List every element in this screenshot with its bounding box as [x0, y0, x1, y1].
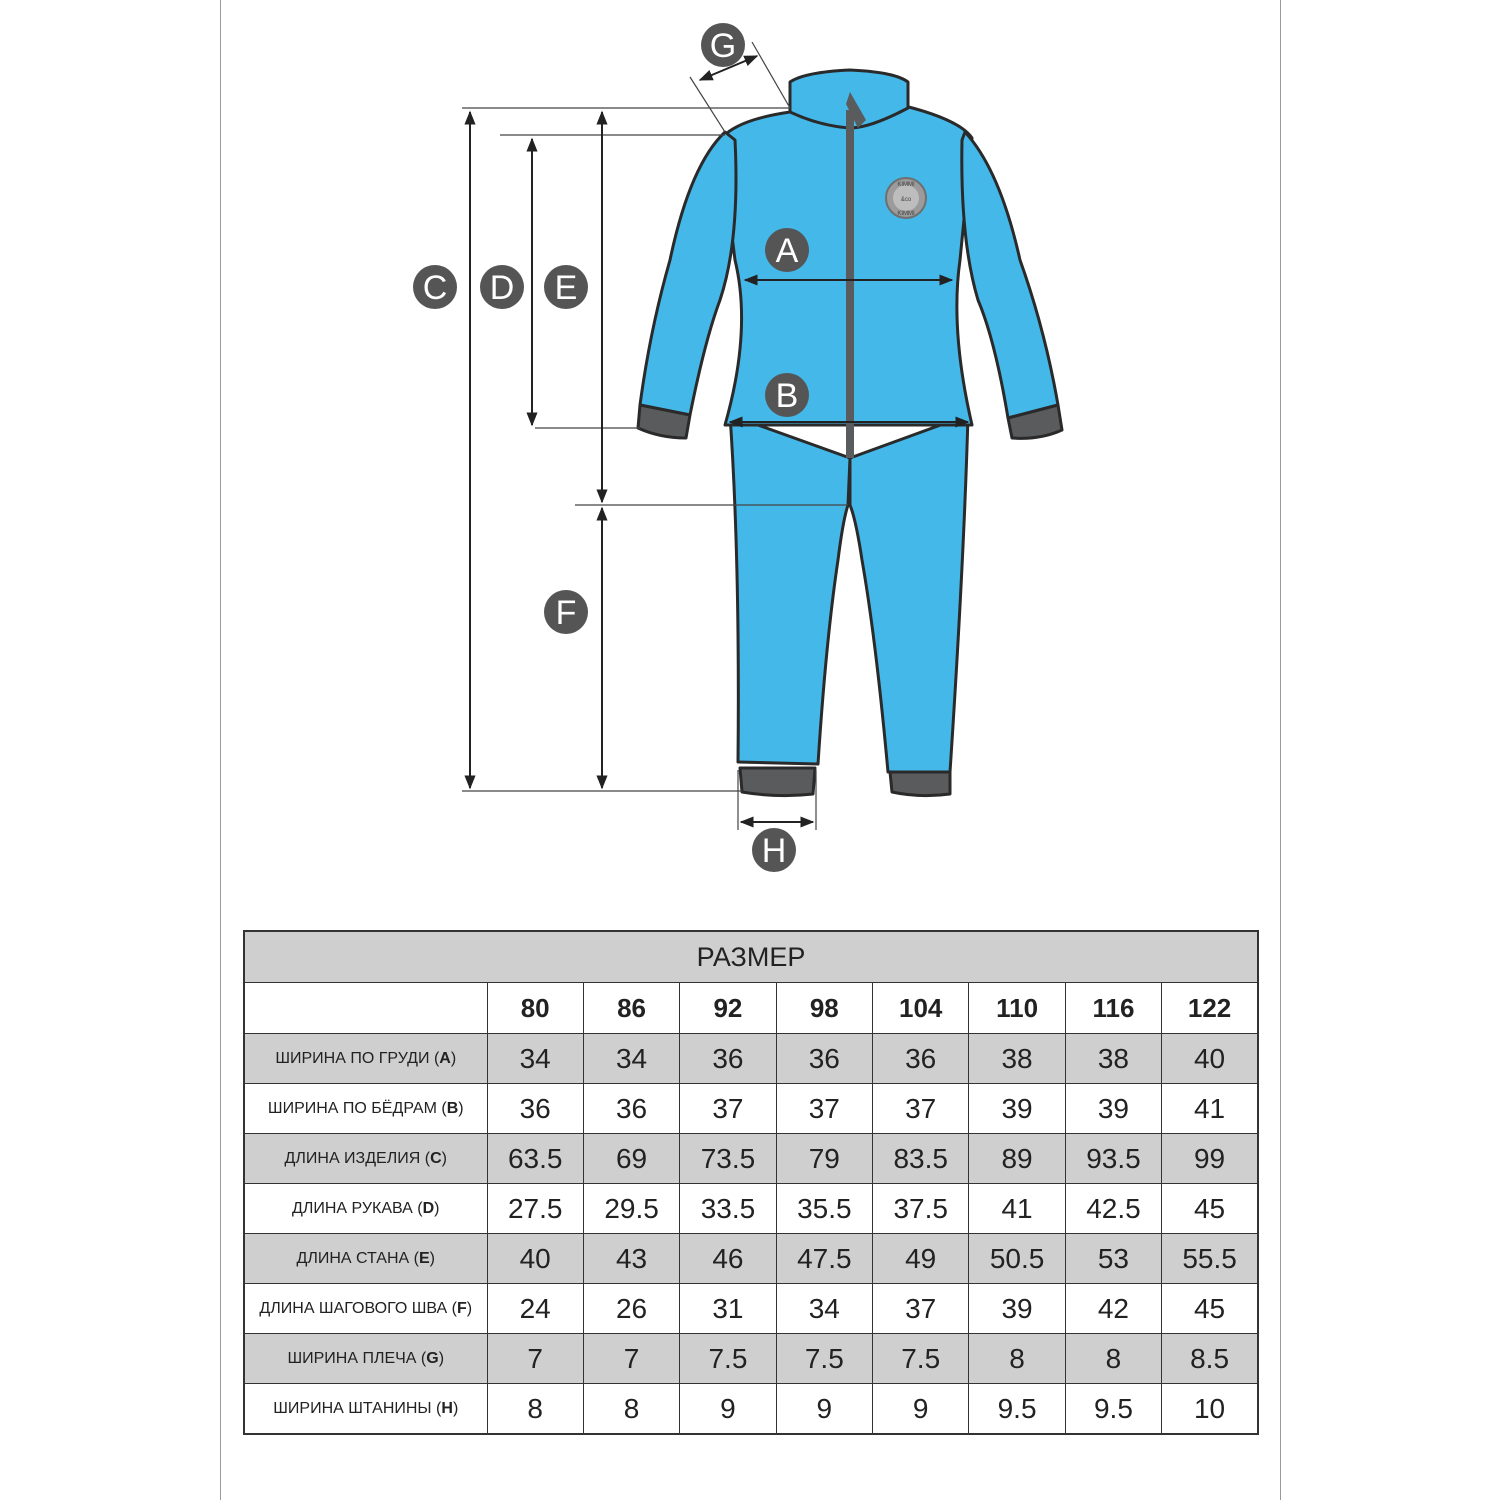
measurement-value: 9.5 — [1065, 1384, 1161, 1435]
label-h-text: H — [761, 832, 787, 870]
measurement-value: 50.5 — [969, 1234, 1065, 1284]
size-cell: 110 — [969, 983, 1065, 1034]
measurement-value: 33.5 — [680, 1184, 776, 1234]
measurement-value: 69 — [583, 1134, 679, 1184]
measurement-value: 37 — [873, 1084, 969, 1134]
measurement-value: 42.5 — [1065, 1184, 1161, 1234]
measurement-value: 47.5 — [776, 1234, 872, 1284]
measurement-label — [244, 1234, 487, 1284]
measurement-label-text: ШИРИНА ШТАНИНЫ ( — [273, 1399, 442, 1417]
measurement-value: 89 — [969, 1134, 1065, 1184]
measurement-value: 9 — [873, 1384, 969, 1435]
measurement-label-text: ШИРИНА ПЛЕЧА ( — [287, 1349, 427, 1367]
right-leg — [850, 415, 968, 772]
brand-logo — [886, 178, 926, 218]
measurement-label — [244, 1184, 487, 1234]
measurement-label-text: ДЛИНА ИЗДЕЛИЯ ( — [284, 1149, 431, 1167]
measurement-value: 41 — [1162, 1084, 1258, 1134]
measurement-code: E — [418, 1249, 430, 1267]
measurement-label-end: ) — [438, 1349, 445, 1367]
size-cell: 116 — [1065, 983, 1161, 1034]
measurement-value: 7 — [487, 1334, 583, 1384]
measurement-value: 38 — [1065, 1034, 1161, 1084]
measurement-value: 93.5 — [1065, 1134, 1161, 1184]
measurement-value: 7.5 — [873, 1334, 969, 1384]
measurement-value: 9.5 — [969, 1384, 1065, 1435]
table-row — [244, 1284, 1258, 1334]
measurement-code: D — [422, 1199, 435, 1217]
measurement-value: 99 — [1162, 1134, 1258, 1184]
measurement-label — [244, 1134, 487, 1184]
measurement-label — [244, 1034, 487, 1084]
label-badge-a — [765, 228, 809, 272]
size-cell: 92 — [680, 983, 776, 1034]
label-b-text: B — [775, 377, 799, 415]
size-table — [243, 930, 1259, 1435]
measurement-value: 9 — [680, 1384, 776, 1435]
label-f-text: F — [555, 594, 577, 632]
label-e-text: E — [554, 269, 578, 307]
label-badge-f — [544, 590, 588, 634]
measurement-value: 29.5 — [583, 1184, 679, 1234]
measurement-label-text: ШИРИНА ПО ГРУДИ ( — [275, 1049, 440, 1067]
measurement-code: A — [439, 1049, 451, 1067]
size-cell: 122 — [1162, 983, 1258, 1034]
measurement-value: 42 — [1065, 1284, 1161, 1334]
table-row — [244, 1034, 1258, 1084]
label-c-text: C — [422, 269, 448, 307]
measurement-value: 36 — [776, 1034, 872, 1084]
table-row — [244, 1234, 1258, 1284]
logo-bottom-text: KIMMI — [897, 211, 915, 217]
measurement-value: 35.5 — [776, 1184, 872, 1234]
table-row — [244, 1184, 1258, 1234]
logo-center-text: &co — [900, 197, 912, 203]
table-title-row — [244, 931, 1258, 983]
left-ankle-cuff — [740, 768, 815, 796]
measurement-value: 36 — [583, 1084, 679, 1134]
right-sleeve — [962, 132, 1058, 418]
measurement-value: 45 — [1162, 1184, 1258, 1234]
measurement-label-end: ) — [434, 1199, 440, 1217]
measurement-value: 37 — [873, 1284, 969, 1334]
label-badge-e — [544, 265, 588, 309]
measurement-value: 37.5 — [873, 1184, 969, 1234]
measurement-value: 8 — [969, 1334, 1065, 1384]
table-row — [244, 1334, 1258, 1384]
measurement-value: 45 — [1162, 1284, 1258, 1334]
measurement-value: 7.5 — [680, 1334, 776, 1384]
measurement-value: 34 — [776, 1284, 872, 1334]
measurement-value: 63.5 — [487, 1134, 583, 1184]
measurement-code: B — [446, 1099, 459, 1117]
label-badge-d — [480, 265, 524, 309]
measurement-value: 34 — [487, 1034, 583, 1084]
size-cell: 86 — [583, 983, 679, 1034]
label-d-text: D — [489, 269, 515, 307]
measurement-label-end: ) — [450, 1049, 457, 1067]
measurement-label-text: ДЛИНА РУКАВА ( — [292, 1199, 423, 1217]
measurement-value: 83.5 — [873, 1134, 969, 1184]
label-badge-b — [765, 373, 809, 417]
measurement-value: 37 — [680, 1084, 776, 1134]
measurement-value: 46 — [680, 1234, 776, 1284]
measurement-value: 40 — [1162, 1034, 1258, 1084]
size-cell: 80 — [487, 983, 583, 1034]
table-row — [244, 1134, 1258, 1184]
measurement-code: H — [441, 1399, 453, 1417]
measurement-value: 39 — [969, 1084, 1065, 1134]
measurement-label-end: ) — [441, 1149, 447, 1167]
measurement-value: 8 — [583, 1384, 679, 1435]
measurement-value: 24 — [487, 1284, 583, 1334]
measurement-value: 8 — [1065, 1334, 1161, 1384]
size-header-row — [244, 983, 1258, 1034]
measurement-label-end: ) — [452, 1399, 459, 1417]
measurement-value: 8.5 — [1162, 1334, 1258, 1384]
logo-top-text: KIMMI — [897, 182, 915, 188]
measurement-value: 9 — [776, 1384, 872, 1435]
measurement-label-text: ШИРИНА ПО БЁДРАМ ( — [267, 1099, 447, 1117]
measurement-label-end: ) — [466, 1299, 473, 1317]
corner-cell — [244, 983, 487, 1034]
measurement-label — [244, 1284, 487, 1334]
left-sleeve — [640, 132, 736, 415]
measurement-value: 39 — [1065, 1084, 1161, 1134]
measurement-value: 40 — [487, 1234, 583, 1284]
measurement-value: 38 — [969, 1034, 1065, 1084]
measurement-value: 49 — [873, 1234, 969, 1284]
measurement-value: 31 — [680, 1284, 776, 1334]
label-badge-g — [701, 23, 745, 67]
measurement-label — [244, 1334, 487, 1384]
measurement-value: 7.5 — [776, 1334, 872, 1384]
table-row — [244, 1384, 1258, 1435]
table-row — [244, 1084, 1258, 1134]
measurement-code: G — [426, 1349, 439, 1367]
left-leg — [730, 415, 850, 764]
size-cell: 104 — [873, 983, 969, 1034]
measurement-code: C — [430, 1149, 442, 1167]
measurement-value: 36 — [873, 1034, 969, 1084]
measurement-value: 10 — [1162, 1384, 1258, 1435]
measurement-value: 53 — [1065, 1234, 1161, 1284]
measurement-label-end: ) — [458, 1099, 464, 1117]
measurement-value: 7 — [583, 1334, 679, 1384]
size-header: РАЗМЕР — [244, 931, 1258, 983]
measurement-value: 27.5 — [487, 1184, 583, 1234]
measurement-value: 73.5 — [680, 1134, 776, 1184]
measurement-value: 55.5 — [1162, 1234, 1258, 1284]
measurement-label-end: ) — [429, 1249, 435, 1267]
measurement-value: 36 — [487, 1084, 583, 1134]
measurement-value: 37 — [776, 1084, 872, 1134]
measurement-value: 43 — [583, 1234, 679, 1284]
measurement-label — [244, 1384, 487, 1435]
measurement-label-text: ДЛИНА СТАНА ( — [296, 1249, 419, 1267]
measurement-value: 8 — [487, 1384, 583, 1435]
measurement-value: 79 — [776, 1134, 872, 1184]
label-badge-h — [752, 828, 796, 872]
measurement-label-text: ДЛИНА ШАГОВОГО ШВА ( — [259, 1299, 457, 1317]
measurement-label — [244, 1084, 487, 1134]
measurement-value: 39 — [969, 1284, 1065, 1334]
label-badge-c — [413, 265, 457, 309]
label-a-text: A — [775, 232, 799, 270]
right-ankle-cuff — [890, 772, 950, 796]
size-cell: 98 — [776, 983, 872, 1034]
measurement-value: 26 — [583, 1284, 679, 1334]
measurement-value: 36 — [680, 1034, 776, 1084]
label-g-text: G — [709, 27, 737, 65]
measurement-value: 34 — [583, 1034, 679, 1084]
measurement-code: F — [456, 1299, 467, 1317]
measurement-value: 41 — [969, 1184, 1065, 1234]
